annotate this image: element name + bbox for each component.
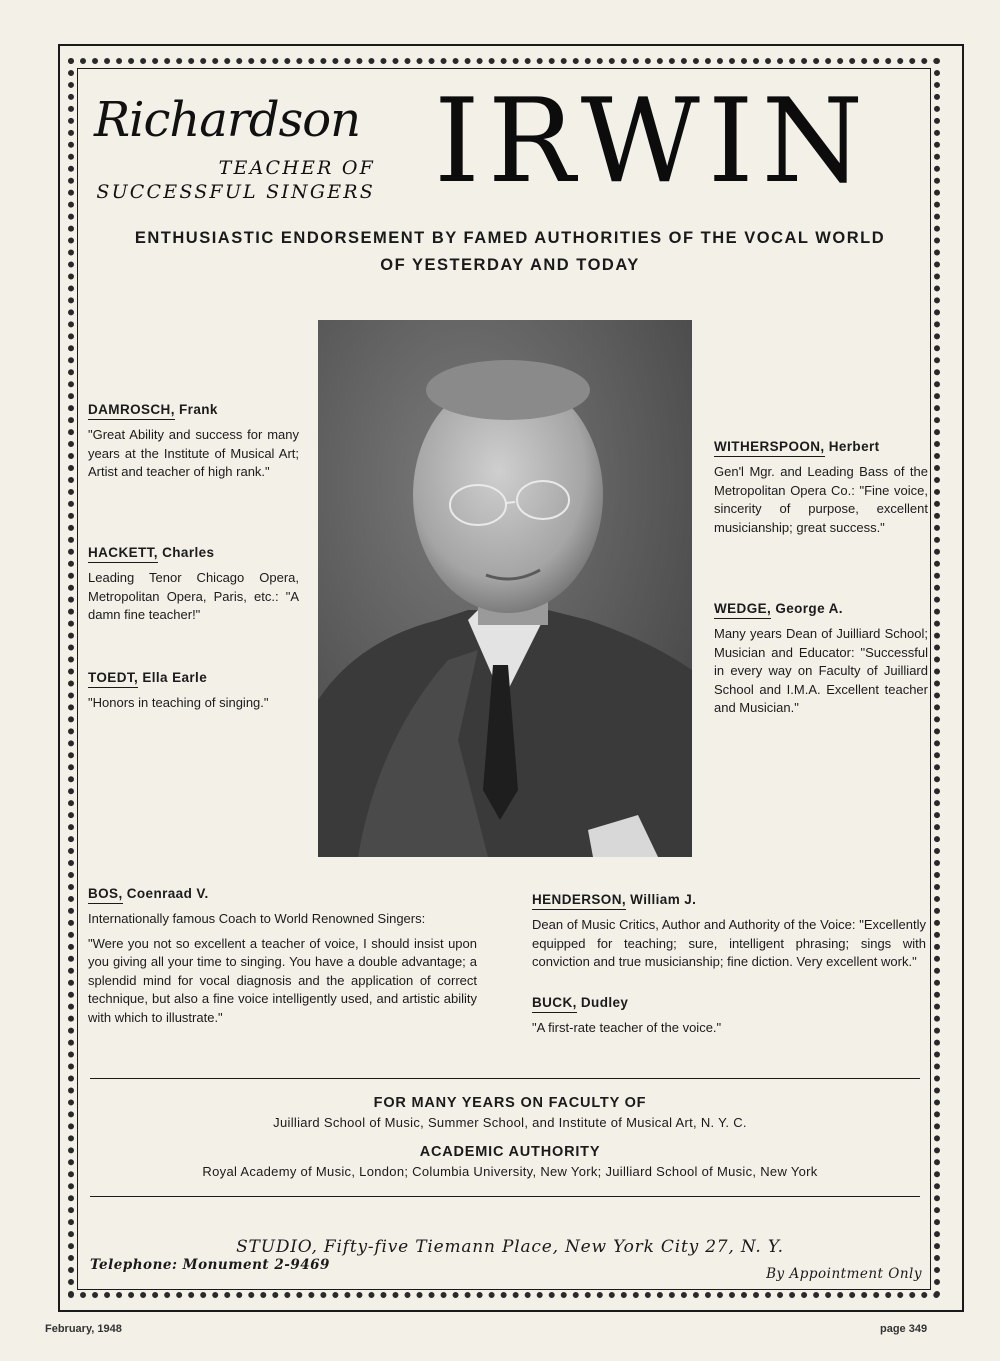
page-number: page 349 (880, 1323, 928, 1335)
endorsement-hackett (88, 545, 299, 625)
endorser-name: DAMROSCH, Frank (88, 402, 299, 417)
endorsement-quote: "Great Ability and success for many years at the Institute of Musical Art; Artist and teacher of high rank." (88, 427, 299, 479)
endorser-name: HACKETT, Charles (88, 545, 299, 560)
surname-title: IRWIN (434, 74, 872, 209)
headline-line1: ENTHUSIASTIC ENDORSEMENT BY FAMED AUTHORITIES OF THE VOCAL WORLD (134, 229, 886, 247)
telephone: Telephone: Monument 2-9469 (90, 1257, 330, 1273)
faculty-text: Juilliard School of Music, Summer School, and Institute of Musical Art, N. Y. C. (273, 1115, 747, 1130)
endorsement-buck (532, 995, 926, 1038)
endorsement-wedge (714, 601, 928, 718)
endorsement-quote: Dean of Music Critics, Author and Authority of the Voice: "Excellently equipped for teaching; sure, intelligent phrasing; sings with conviction and true musicianship; fine diction. Very excellent work." (532, 917, 926, 969)
tagline-line2: SUCCESSFUL SINGERS (96, 181, 375, 203)
studio-address: STUDIO, Fifty-five Tiemann Place, New York City 27, N. Y. (236, 1237, 784, 1257)
academic-text: Royal Academy of Music, London; Columbia University, New York; Juilliard School of Music, New York (202, 1164, 818, 1179)
portrait-photo (318, 320, 692, 857)
faculty-heading: FOR MANY YEARS ON FACULTY OF (373, 1095, 647, 1111)
endorsement-quote: "Honors in teaching of singing." (88, 695, 269, 710)
endorsement-quote: "A first-rate teacher of the voice." (532, 1020, 722, 1035)
first-name-script: Richardson (94, 92, 361, 148)
endorsement-damrosch (88, 402, 299, 482)
endorser-name: WITHERSPOON, Herbert (714, 439, 928, 454)
endorsement-quote: Leading Tenor Chicago Opera, Metropolitan Opera, Paris, etc.: "A damn fine teacher!" (88, 570, 299, 622)
endorser-name: TOEDT, Ella Earle (88, 670, 299, 685)
tagline-line1: TEACHER OF (218, 157, 375, 179)
endorsement-bos (88, 886, 477, 1027)
endorsement-toedt (88, 670, 299, 713)
endorser-name: BUCK, Dudley (532, 995, 926, 1010)
appointment-note: By Appointment Only (766, 1266, 922, 1282)
portrait-illustration (318, 320, 692, 857)
endorsement-intro: Internationally famous Coach to World Renowned Singers: (88, 911, 426, 926)
endorser-name: HENDERSON, William J. (532, 892, 926, 907)
endorsement-quote: Many years Dean of Juilliard School; Musician and Educator: "Successful in every way on Faculty of Juilliard School and I.M.A. Excellent teacher and Musician." (714, 626, 928, 715)
divider-rule (90, 1078, 920, 1079)
academic-heading: ACADEMIC AUTHORITY (419, 1144, 601, 1160)
divider-rule (90, 1196, 920, 1197)
headline-line2: OF YESTERDAY AND TODAY (380, 256, 640, 274)
endorsement-witherspoon (714, 439, 928, 537)
endorsement-quote: Gen'l Mgr. and Leading Bass of the Metropolitan Opera Co.: "Fine voice, sincerity of purpose, excellent musicianship; great success." (714, 464, 928, 535)
endorsement-henderson (532, 892, 926, 972)
issue-date: February, 1948 (45, 1323, 122, 1335)
endorsement-quote: "Were you not so excellent a teacher of voice, I should insist upon you giving all your time to singing. You have a double advantage; a splendid mind for vocal diagnosis and the application of correct technique, but also a fine voice intelligently used, and artistic ability with which to illustrate." (88, 935, 477, 1025)
endorser-name: WEDGE, George A. (714, 601, 928, 616)
endorser-name: BOS, Coenraad V. (88, 886, 477, 901)
